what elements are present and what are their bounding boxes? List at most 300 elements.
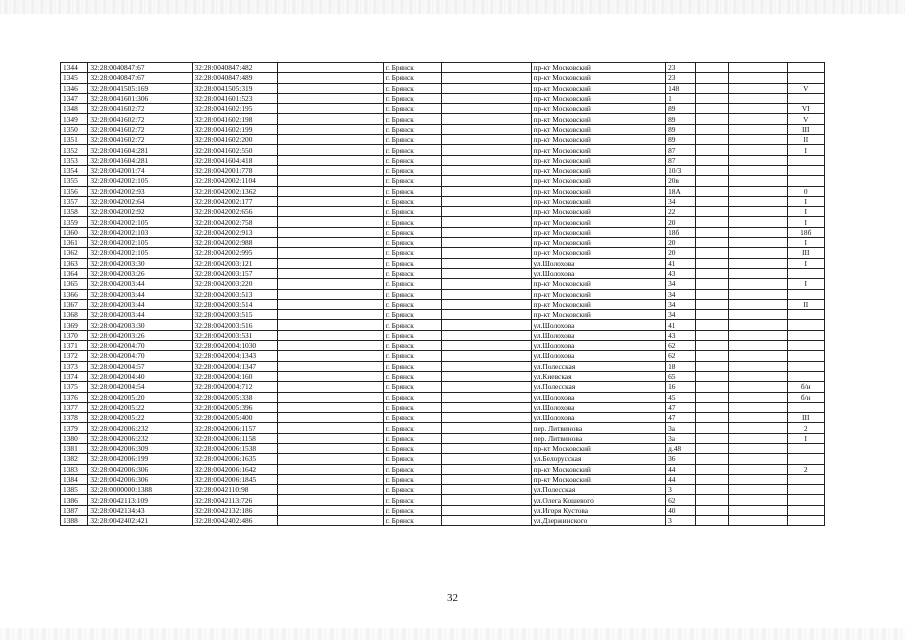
empty-cell [277,320,383,330]
empty-cell [442,155,531,165]
parcel-number-cell: 32:28:0042003:44 [88,299,192,309]
parcel-number-cell: 32:28:0042006:309 [88,443,192,453]
empty-cell [696,454,728,464]
empty-cell [696,176,728,186]
row-number-cell: 1349 [61,114,88,124]
empty-cell [442,443,531,453]
empty-cell [696,351,728,361]
unit-cell [787,443,825,453]
empty-cell [728,83,787,93]
street-cell: ул.Полесская [531,361,666,371]
unit-cell [787,505,825,515]
unit-cell [787,176,825,186]
empty-cell [277,341,383,351]
city-cell: г. Брянск [383,114,442,124]
empty-cell [442,186,531,196]
row-number-cell: 1353 [61,155,88,165]
object-number-cell: 32:28:0042006:1642 [192,464,277,474]
empty-cell [442,423,531,433]
table-row [61,371,825,381]
street-cell: ул.Белорусская [531,454,666,464]
empty-cell [696,310,728,320]
unit-cell [787,289,825,299]
row-number-cell: 1384 [61,474,88,484]
city-cell: г. Брянск [383,93,442,103]
parcel-number-cell: 32:28:0042002:105 [88,248,192,258]
house-number-cell: 18б [666,227,696,237]
parcel-number-cell: 32:28:0042002:105 [88,217,192,227]
street-cell: пр-кт Московский [531,310,666,320]
empty-cell [277,413,383,423]
empty-cell [277,73,383,83]
parcel-number-cell: 32:28:0042003:30 [88,258,192,268]
object-number-cell: 32:28:0042003:515 [192,310,277,320]
parcel-number-cell: 32:28:0041505:169 [88,83,192,93]
parcel-number-cell: 32:28:0041602:72 [88,104,192,114]
object-number-cell: 32:28:0042001:778 [192,165,277,175]
unit-cell: I [787,238,825,248]
city-cell: г. Брянск [383,299,442,309]
table-row [61,464,825,474]
empty-cell [442,474,531,484]
table-row [61,63,825,73]
city-cell: г. Брянск [383,505,442,515]
city-cell: г. Брянск [383,135,442,145]
street-cell: пр-кт Московский [531,227,666,237]
city-cell: г. Брянск [383,402,442,412]
empty-cell [696,186,728,196]
table-row [61,495,825,505]
row-number-cell: 1346 [61,83,88,93]
unit-cell [787,402,825,412]
empty-cell [728,485,787,495]
empty-cell [277,124,383,134]
city-cell: г. Брянск [383,341,442,351]
unit-cell: I [787,145,825,155]
unit-cell [787,63,825,73]
unit-cell: 2 [787,423,825,433]
city-cell: г. Брянск [383,279,442,289]
empty-cell [442,402,531,412]
street-cell: пр-кт Московский [531,186,666,196]
empty-cell [442,124,531,134]
unit-cell [787,474,825,484]
empty-cell [442,279,531,289]
row-number-cell: 1379 [61,423,88,433]
empty-cell [277,474,383,484]
house-number-cell: 34 [666,279,696,289]
cadastral-register-table [60,62,825,526]
empty-cell [728,341,787,351]
unit-cell: 18б [787,227,825,237]
empty-cell [696,516,728,526]
parcel-number-cell: 32:28:0041602:72 [88,135,192,145]
table-row [61,238,825,248]
empty-cell [277,248,383,258]
house-number-cell: 89 [666,104,696,114]
table-row [61,454,825,464]
street-cell: ул.Шолохова [531,402,666,412]
empty-cell [277,371,383,381]
object-number-cell: 32:28:0042002:1362 [192,186,277,196]
table-row [61,382,825,392]
row-number-cell: 1362 [61,248,88,258]
empty-cell [442,227,531,237]
street-cell: пр-кт Московский [531,217,666,227]
house-number-cell: 65 [666,371,696,381]
unit-cell [787,495,825,505]
object-number-cell: 32:28:0041602:198 [192,114,277,124]
street-cell: пр-кт Московский [531,443,666,453]
row-number-cell: 1375 [61,382,88,392]
house-number-cell: 148 [666,83,696,93]
empty-cell [696,423,728,433]
row-number-cell: 1357 [61,196,88,206]
empty-cell [696,320,728,330]
object-number-cell: 32:28:0042003:157 [192,268,277,278]
empty-cell [696,371,728,381]
street-cell: ул.Полесская [531,382,666,392]
empty-cell [277,516,383,526]
unit-cell [787,485,825,495]
street-cell: ул.Дзержинского [531,516,666,526]
street-cell: пер. Литвинова [531,423,666,433]
empty-cell [728,505,787,515]
empty-cell [728,238,787,248]
object-number-cell: 32:28:0042003:220 [192,279,277,289]
table-row [61,207,825,217]
street-cell: пр-кт Московский [531,124,666,134]
empty-cell [277,165,383,175]
object-number-cell: 32:28:0042006:1635 [192,454,277,464]
object-number-cell: 32:28:0042002:758 [192,217,277,227]
city-cell: г. Брянск [383,454,442,464]
object-number-cell: 32:28:0040847:482 [192,63,277,73]
empty-cell [728,361,787,371]
house-number-cell: 43 [666,268,696,278]
row-number-cell: 1369 [61,320,88,330]
house-number-cell: 89 [666,135,696,145]
row-number-cell: 1378 [61,413,88,423]
table-row [61,196,825,206]
city-cell: г. Брянск [383,443,442,453]
object-number-cell: 32:28:0040847:489 [192,73,277,83]
city-cell: г. Брянск [383,83,442,93]
empty-cell [442,176,531,186]
table-row [61,443,825,453]
unit-cell [787,320,825,330]
table-row [61,310,825,320]
empty-cell [442,464,531,474]
object-number-cell: 32:28:0042402:486 [192,516,277,526]
empty-cell [442,413,531,423]
city-cell: г. Брянск [383,423,442,433]
empty-cell [696,93,728,103]
unit-cell [787,93,825,103]
street-cell: пр-кт Московский [531,248,666,258]
house-number-cell: 36 [666,454,696,464]
parcel-number-cell: 32:28:0042003:44 [88,289,192,299]
street-cell: ул.Игоря Кустова [531,505,666,515]
parcel-number-cell: 32:28:0041602:72 [88,124,192,134]
parcel-number-cell: 32:28:0041604:281 [88,145,192,155]
empty-cell [728,402,787,412]
house-number-cell: 44 [666,464,696,474]
object-number-cell: 32:28:0042003:516 [192,320,277,330]
empty-cell [442,268,531,278]
empty-cell [442,454,531,464]
object-number-cell: 32:28:0041601:523 [192,93,277,103]
empty-cell [277,186,383,196]
empty-cell [728,474,787,484]
table-row [61,289,825,299]
city-cell: г. Брянск [383,495,442,505]
row-number-cell: 1382 [61,454,88,464]
empty-cell [277,258,383,268]
table-row [61,227,825,237]
house-number-cell: 23 [666,73,696,83]
row-number-cell: 1344 [61,63,88,73]
table-row [61,135,825,145]
row-number-cell: 1347 [61,93,88,103]
empty-cell [728,351,787,361]
object-number-cell: 32:28:0042002:988 [192,238,277,248]
unit-cell: I [787,433,825,443]
parcel-number-cell: 32:28:0042006:199 [88,454,192,464]
row-number-cell: 1373 [61,361,88,371]
empty-cell [728,93,787,103]
house-number-cell: 1 [666,93,696,103]
row-number-cell: 1354 [61,165,88,175]
empty-cell [696,83,728,93]
parcel-number-cell: 32:28:0042006:232 [88,423,192,433]
empty-cell [728,155,787,165]
street-cell: пр-кт Московский [531,93,666,103]
object-number-cell: 32:28:0042006:1845 [192,474,277,484]
city-cell: г. Брянск [383,485,442,495]
empty-cell [277,299,383,309]
table-row [61,73,825,83]
row-number-cell: 1381 [61,443,88,453]
empty-cell [277,238,383,248]
empty-cell [728,320,787,330]
parcel-number-cell: 32:28:0042003:44 [88,310,192,320]
empty-cell [728,104,787,114]
scan-noise-bottom [0,628,905,640]
unit-cell: I [787,207,825,217]
parcel-number-cell: 32:28:0042004:70 [88,341,192,351]
parcel-number-cell: 32:28:0042005:22 [88,413,192,423]
table-row [61,268,825,278]
parcel-number-cell: 32:28:0042005:20 [88,392,192,402]
object-number-cell: 32:28:0042004:160 [192,371,277,381]
empty-cell [696,238,728,248]
parcel-number-cell: 32:28:0042003:26 [88,268,192,278]
empty-cell [277,392,383,402]
house-number-cell: 3а [666,433,696,443]
empty-cell [442,289,531,299]
street-cell: пр-кт Московский [531,196,666,206]
unit-cell: б/н [787,382,825,392]
parcel-number-cell: 32:28:0042002:103 [88,227,192,237]
parcel-number-cell: 32:28:0042004:70 [88,351,192,361]
row-number-cell: 1351 [61,135,88,145]
empty-cell [728,176,787,186]
object-number-cell: 32:28:0041602:200 [192,135,277,145]
object-number-cell: 32:28:0041602:550 [192,145,277,155]
row-number-cell: 1355 [61,176,88,186]
house-number-cell: 34 [666,299,696,309]
unit-cell: I [787,279,825,289]
object-number-cell: 32:28:0042004:1343 [192,351,277,361]
unit-cell: I [787,196,825,206]
street-cell: пр-кт Московский [531,104,666,114]
city-cell: г. Брянск [383,320,442,330]
house-number-cell: 20 [666,217,696,227]
parcel-number-cell: 32:28:0042402:421 [88,516,192,526]
empty-cell [277,330,383,340]
page-number: 32 [447,592,458,604]
table-row [61,279,825,289]
row-number-cell: 1370 [61,330,88,340]
table-row [61,258,825,268]
house-number-cell: 16 [666,382,696,392]
empty-cell [728,145,787,155]
parcel-number-cell: 32:28:0042003:30 [88,320,192,330]
unit-cell [787,310,825,320]
row-number-cell: 1361 [61,238,88,248]
unit-cell: II [787,299,825,309]
city-cell: г. Брянск [383,145,442,155]
object-number-cell: 32:28:0041505:319 [192,83,277,93]
table-row [61,361,825,371]
parcel-number-cell: 32:28:0042002:92 [88,207,192,217]
table-row [61,402,825,412]
empty-cell [277,104,383,114]
empty-cell [728,299,787,309]
empty-cell [696,289,728,299]
street-cell: ул.Шолохова [531,351,666,361]
empty-cell [728,124,787,134]
empty-cell [696,382,728,392]
unit-cell [787,165,825,175]
empty-cell [696,114,728,124]
house-number-cell: 87 [666,145,696,155]
street-cell: ул.Полесская [531,485,666,495]
parcel-number-cell: 32:28:0042004:54 [88,382,192,392]
empty-cell [696,474,728,484]
house-number-cell: 62 [666,341,696,351]
row-number-cell: 1364 [61,268,88,278]
house-number-cell: 41 [666,320,696,330]
city-cell: г. Брянск [383,474,442,484]
empty-cell [696,145,728,155]
empty-cell [696,464,728,474]
street-cell: пр-кт Московский [531,474,666,484]
city-cell: г. Брянск [383,516,442,526]
empty-cell [696,330,728,340]
house-number-cell: 40 [666,505,696,515]
parcel-number-cell: 32:28:0042002:64 [88,196,192,206]
empty-cell [442,371,531,381]
object-number-cell: 32:28:0041602:195 [192,104,277,114]
street-cell: пр-кт Московский [531,165,666,175]
parcel-number-cell: 32:28:0042002:105 [88,176,192,186]
empty-cell [442,73,531,83]
object-number-cell: 32:28:0042004:1347 [192,361,277,371]
unit-cell [787,516,825,526]
row-number-cell: 1374 [61,371,88,381]
unit-cell: II [787,135,825,145]
row-number-cell: 1367 [61,299,88,309]
street-cell: пр-кт Московский [531,279,666,289]
table-row [61,413,825,423]
table-row [61,474,825,484]
house-number-cell: 22 [666,207,696,217]
table-row [61,124,825,134]
street-cell: ул.Шолохова [531,268,666,278]
empty-cell [277,196,383,206]
street-cell: пер. Литвинова [531,433,666,443]
house-number-cell: 89 [666,114,696,124]
empty-cell [696,124,728,134]
table-row [61,505,825,515]
object-number-cell: 32:28:0041602:199 [192,124,277,134]
table-row [61,248,825,258]
empty-cell [696,361,728,371]
house-number-cell: 3 [666,516,696,526]
unit-cell [787,454,825,464]
city-cell: г. Брянск [383,413,442,423]
object-number-cell: 32:28:0042002:913 [192,227,277,237]
empty-cell [728,165,787,175]
empty-cell [728,207,787,217]
empty-cell [696,155,728,165]
row-number-cell: 1371 [61,341,88,351]
empty-cell [442,135,531,145]
city-cell: г. Брянск [383,165,442,175]
empty-cell [696,196,728,206]
empty-cell [277,114,383,124]
unit-cell [787,268,825,278]
parcel-number-cell: 32:28:0042003:26 [88,330,192,340]
empty-cell [442,485,531,495]
house-number-cell: 23 [666,63,696,73]
empty-cell [696,402,728,412]
street-cell: пр-кт Московский [531,83,666,93]
city-cell: г. Брянск [383,330,442,340]
empty-cell [277,155,383,165]
empty-cell [277,443,383,453]
empty-cell [728,464,787,474]
street-cell: ул.Шолохова [531,330,666,340]
parcel-number-cell: 32:28:0042002:93 [88,186,192,196]
row-number-cell: 1352 [61,145,88,155]
empty-cell [442,330,531,340]
empty-cell [728,227,787,237]
empty-cell [728,413,787,423]
empty-cell [277,83,383,93]
parcel-number-cell: 32:28:0041602:72 [88,114,192,124]
table-row [61,114,825,124]
empty-cell [696,63,728,73]
empty-cell [696,392,728,402]
unit-cell: III [787,124,825,134]
parcel-number-cell: 32:28:0000000:1388 [88,485,192,495]
empty-cell [728,495,787,505]
empty-cell [696,505,728,515]
unit-cell [787,361,825,371]
